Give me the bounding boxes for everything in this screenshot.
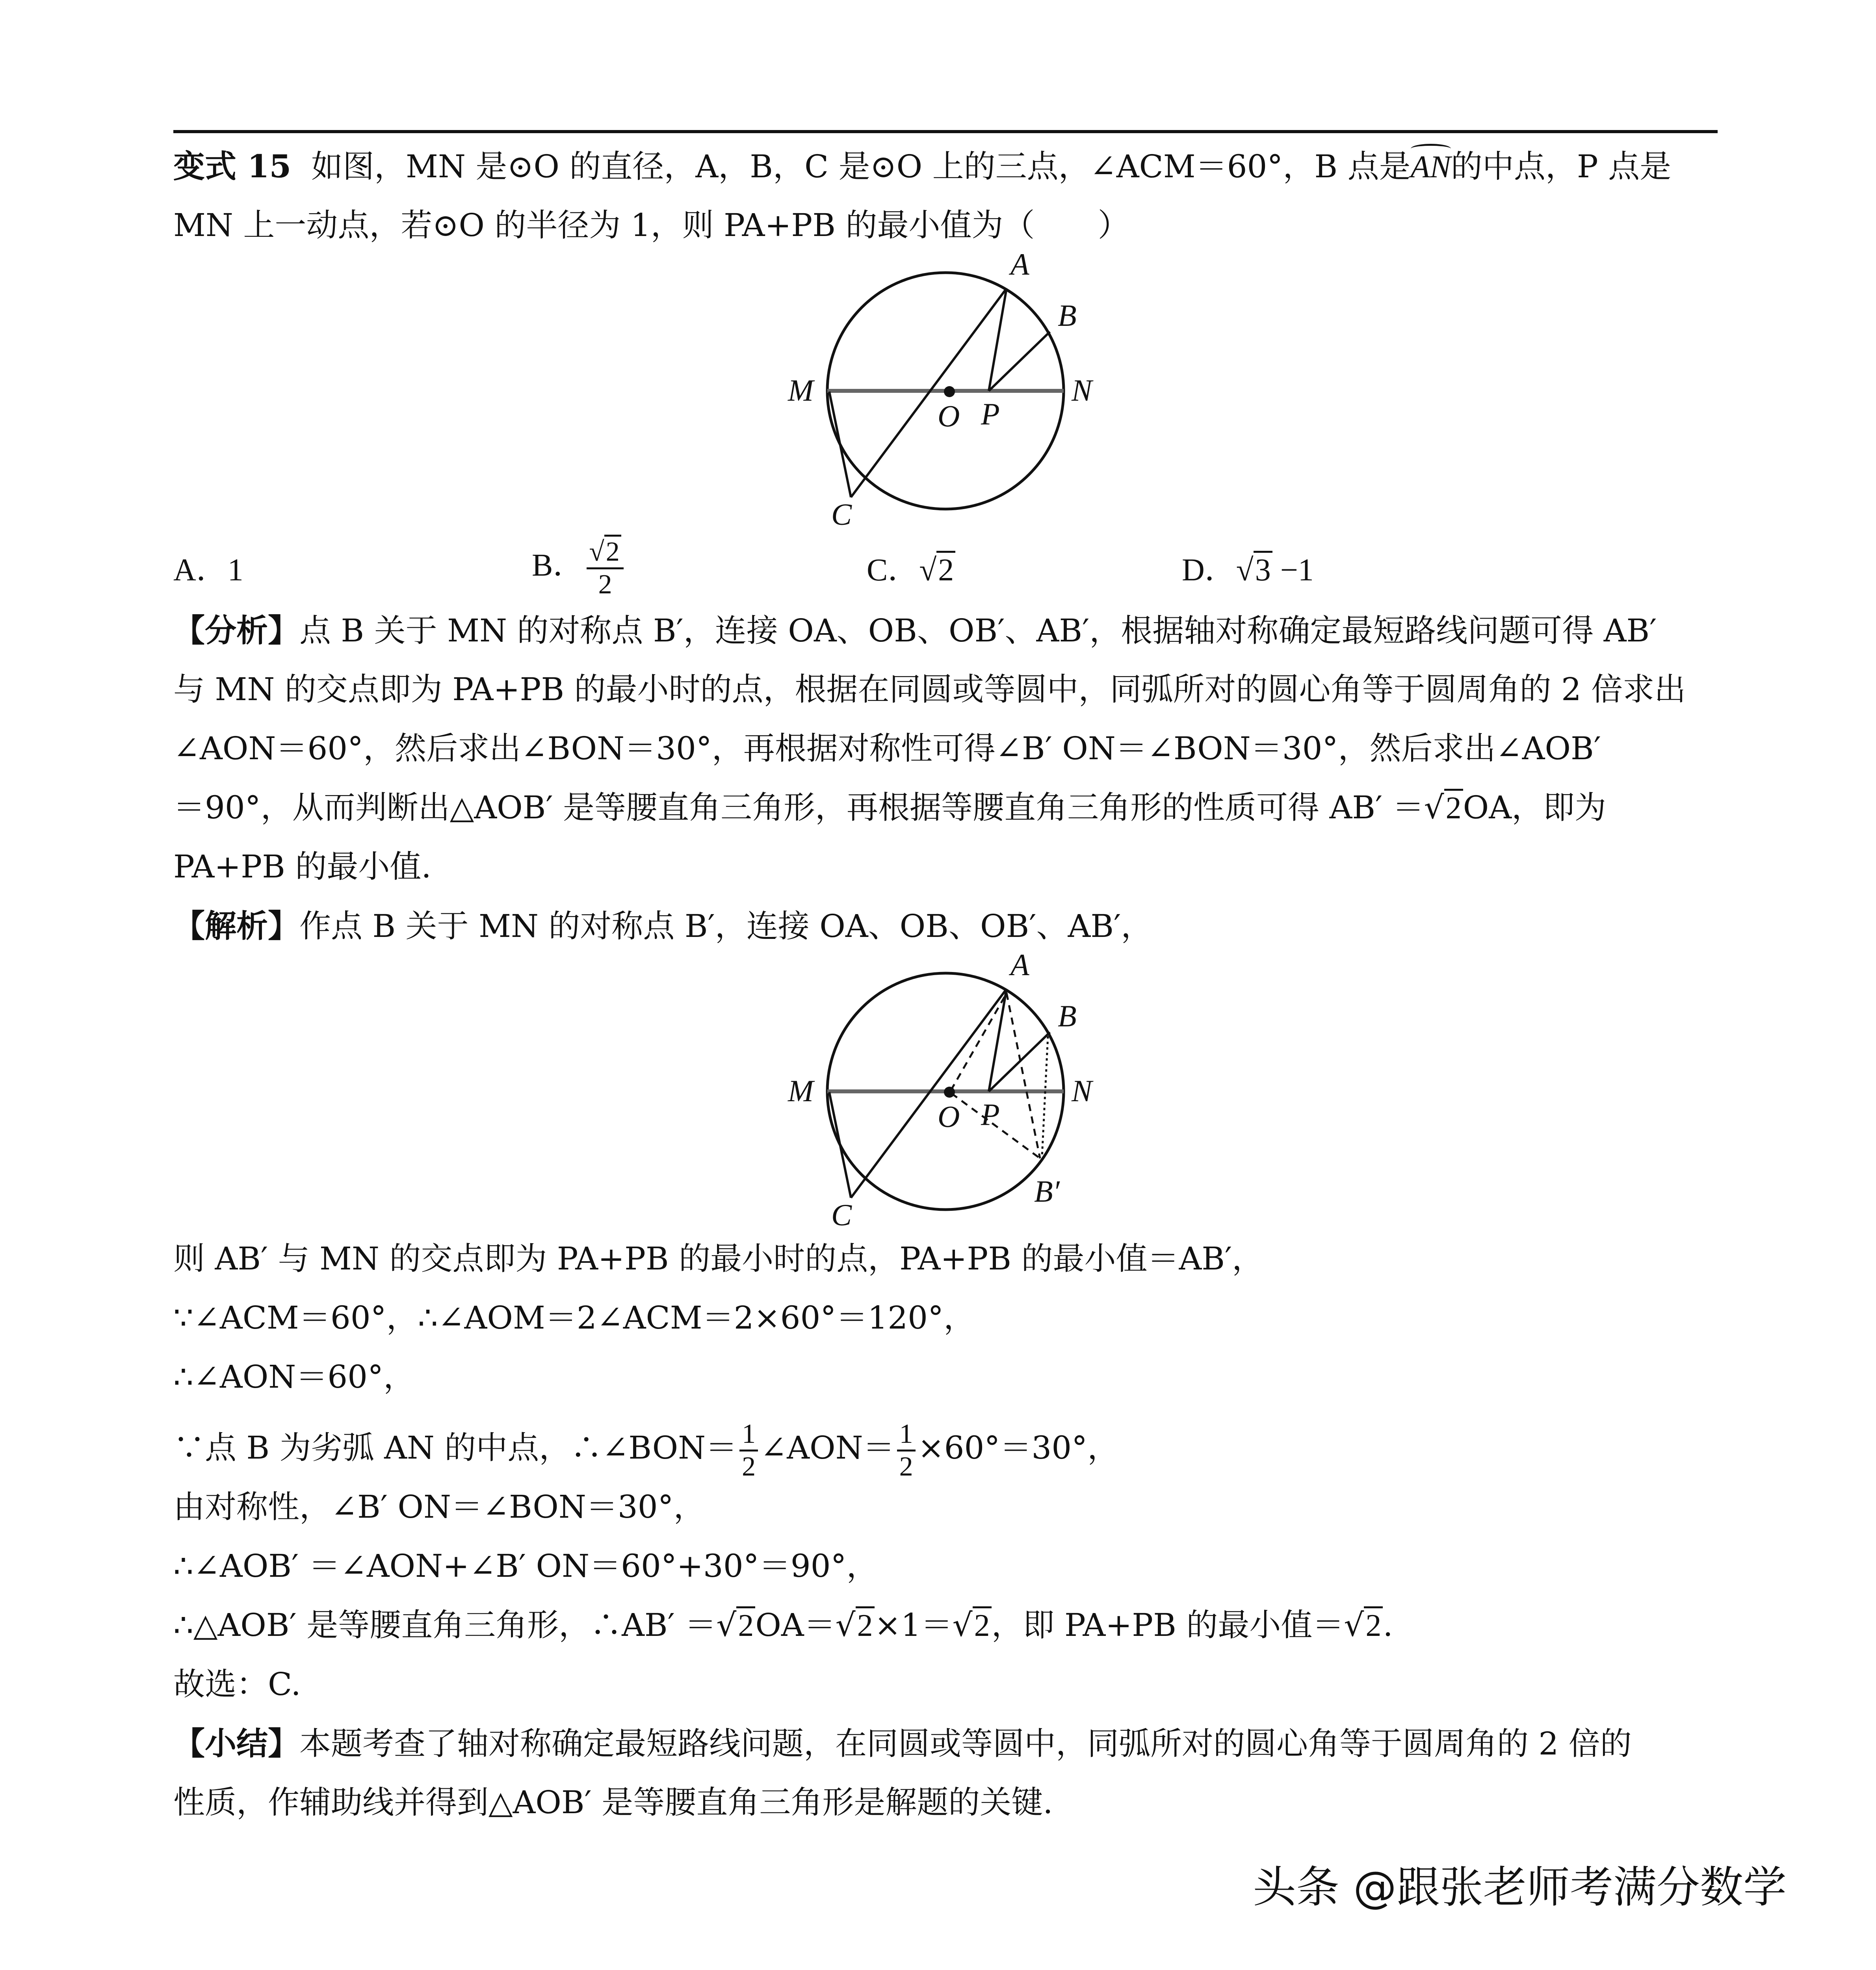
summary-line-1: 【小结】本题考查了轴对称确定最短路线问题，在同圆或等圆中，同弧所对的圆心角等于圆周角的 2 倍的 — [173, 1725, 1632, 1762]
solution-step-5: 由对称性，∠B′ ON＝∠BON＝30°， — [173, 1489, 705, 1525]
solution-tag: 【解析】 — [173, 907, 299, 944]
label-c: C — [831, 1198, 852, 1232]
label-n: N — [1072, 373, 1092, 407]
label-b: B — [1058, 298, 1077, 333]
summary-tag: 【小结】 — [173, 1725, 299, 1762]
fraction-sqrt2-over-2: $\frac{√2}{2}$ — [587, 537, 623, 600]
option-d[interactable]: D．√3 −1 — [1182, 550, 1314, 590]
label-b: B — [1058, 999, 1077, 1033]
arc-mark-icon — [1411, 144, 1451, 154]
dashed-ab-prime — [1007, 993, 1040, 1158]
top-rule — [173, 130, 1718, 133]
solution-step-3: ∴∠AON＝60°， — [173, 1359, 415, 1395]
analysis-line-3: ∠AON＝60°，然后求出∠BON＝30°，再根据对称性可得∠B′ ON＝∠BON＝30°，然后求出∠AOB′ — [173, 730, 1601, 767]
arc-an: AN — [1411, 147, 1451, 187]
dotted-bb-prime — [1042, 1036, 1048, 1156]
center-point-o — [944, 386, 955, 397]
figure-2 — [749, 950, 1142, 1233]
fraction-half-2: $\frac{1}{2}$ — [897, 1419, 916, 1482]
fraction-half: $\frac{1}{2}$ — [739, 1419, 758, 1482]
problem-label: 变式 15 — [173, 148, 292, 185]
label-b-prime: B′ — [1034, 1174, 1060, 1208]
label-o: O — [938, 399, 960, 433]
solution-step-7: ∴△AOB′ 是等腰直角三角形，∴AB′ ＝√2OA＝√2×1＝√2，即 PA+PB 的最小值＝√2. — [173, 1607, 1393, 1643]
problem-line-1 — [173, 147, 1671, 187]
solution-step-6: ∴∠AOB′ ＝∠AON+∠B′ ON＝60°+30°＝90°， — [173, 1548, 878, 1584]
analysis-line-1: 【分析】点 B 关于 MN 的对称点 B′，连接 OA、OB、OB′、AB′，根据轴对称确定最短路线问题可得 AB′ — [173, 612, 1657, 649]
label-p: P — [981, 1097, 1000, 1132]
problem-line-2: MN 上一动点，若⊙O 的半径为 1，则 PA+PB 的最小值为（ ） — [173, 207, 1129, 243]
solution-step-4: ∵点 B 为劣弧 AN 的中点，∴∠BON＝ $\frac{1}{2}$ ∠AON＝ $\frac{1}{2}$ ×60°＝30°， — [173, 1418, 1119, 1482]
label-m: M — [788, 1074, 814, 1108]
option-b[interactable]: B． $\frac{√2}{2}$ — [532, 537, 626, 600]
option-c[interactable]: C．√2 — [867, 550, 955, 590]
chord-mc — [829, 1092, 851, 1198]
option-a[interactable]: A．1 — [173, 553, 243, 587]
problem-text-1: 如图，MN 是⊙O 的直径，A，B，C 是⊙O 上的三点，∠ACM＝60°，B 点是 — [311, 148, 1411, 185]
analysis-tag: 【分析】 — [173, 612, 299, 649]
analysis-line-2: 与 MN 的交点即为 PA+PB 的最小时的点，根据在同圆或等圆中，同弧所对的圆心角等于圆周角的 2 倍求出 — [173, 671, 1686, 708]
solution-step-1: 则 AB′ 与 MN 的交点即为 PA+PB 的最小时的点，PA+PB 的最小值＝AB′， — [173, 1240, 1264, 1277]
solution-answer: 故选：C. — [173, 1666, 301, 1702]
figure-1 — [749, 249, 1142, 533]
problem-text-1-end: 的中点，P 点是 — [1451, 148, 1672, 185]
solution-intro: 【解析】作点 B 关于 MN 的对称点 B′，连接 OA、OB、OB′、AB′， — [173, 907, 1153, 944]
center-point-o — [944, 1087, 955, 1098]
analysis-line-4: ＝90°，从而判断出△AOB′ 是等腰直角三角形，再根据等腰直角三角形的性质可得 AB′ ＝√2OA，即为 — [173, 789, 1606, 826]
chord-mc — [829, 392, 851, 497]
analysis-line-5: PA+PB 的最小值. — [173, 848, 431, 885]
label-m: M — [788, 373, 814, 407]
label-n: N — [1072, 1074, 1092, 1108]
label-o: O — [938, 1099, 960, 1134]
label-p: P — [981, 397, 1000, 431]
solution-step-2: ∵∠ACM＝60°，∴∠AOM＝2∠ACM＝2×60°＝120°， — [173, 1299, 975, 1336]
label-a: A — [1010, 249, 1029, 281]
label-a: A — [1010, 950, 1029, 982]
label-c: C — [831, 497, 852, 532]
summary-line-2: 性质，作辅助线并得到△AOB′ 是等腰直角三角形是解题的关键. — [173, 1784, 1053, 1821]
watermark: 头条 @跟张老师考满分数学 — [1253, 1862, 1787, 1912]
